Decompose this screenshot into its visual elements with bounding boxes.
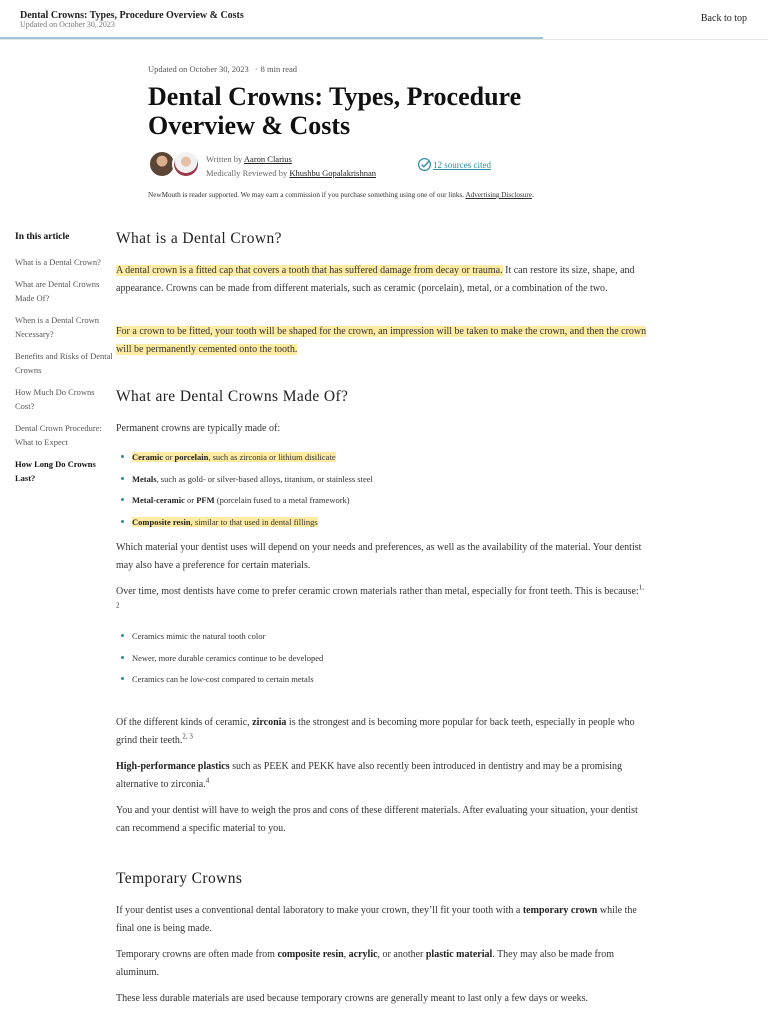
list-text: (porcelain fused to a metal framework) [214,495,350,505]
paragraph [116,714,648,749]
paragraph-text: . They may also be made from aluminum. [116,949,614,978]
list-text: , such as zirconia or lithium disilicate [208,452,336,462]
bold-text: plastic material [425,949,493,960]
paragraph-text: Temporary crowns are often made from [116,949,278,960]
sticky-updated-date: Updated on October 30, 2023 [20,20,115,29]
highlighted-text: A dental crown is a fitted cap that covers a tooth that has suffered damage from decay or trauma. [116,265,503,276]
list-text: , such as gold- or silver-based alloys, titanium, or stainless steel [156,473,373,484]
highlighted-text [132,452,336,462]
paragraph-text: , [343,949,349,960]
list-item: Ceramics mimic the natural tooth color [116,629,648,651]
check-badge-icon [417,157,432,172]
citation-superscript[interactable]: 2, 3 [182,732,193,741]
sticky-header [0,0,768,40]
paragraph: You and your dentist will have to weigh the pros and cons of these different materials. After evaluating your situation, your dentist can recommend a specific material to you. [116,805,638,834]
reviewer-link[interactable]: Khushbu Gopalakrishnan [289,168,376,178]
bold-text: Composite resin [132,516,191,527]
toc-item-what-is-crown[interactable]: What is a Dental Crown? [15,257,101,267]
reviewed-by-label: Medically Reviewed by [206,168,288,178]
list-item: Ceramics can be low-cost compared to certain metals [116,672,648,694]
paragraph [116,946,648,981]
list-item [116,472,648,494]
paragraph [116,758,648,793]
materials-list [116,450,648,536]
section-heading-what-is-crown: What is a Dental Crown? [116,230,282,247]
bold-text: zirconia [252,717,287,728]
paragraph-text: such as PEEK and PEKK have also recently been introduced in dentistry and may be a promising alternative to zirconia. [116,761,622,790]
written-by-line [206,152,376,166]
list-text: , similar to that used in dental fillings [190,516,318,527]
paragraph-text: Over time, most dentists have come to prefer ceramic crown materials rather than metal, especially for front teeth. This is because: [116,586,639,597]
bold-text: acrylic [348,949,378,960]
reviewed-by-line [206,166,376,180]
paragraph: Permanent crowns are typically made of: [116,423,281,434]
toc-item-cost[interactable]: How Much Do Crowns Cost? [15,387,95,411]
list-text: or [163,452,175,462]
section-heading-temporary-crowns: Temporary Crowns [116,870,243,887]
author-info [206,152,376,180]
paragraph [116,262,648,297]
list-text: or [184,495,197,505]
list-item [116,515,648,537]
bold-text: Ceramic [132,452,164,462]
author-avatars [148,150,200,180]
table-of-contents [15,232,115,493]
paragraph-text: If your dentist uses a conventional dental laboratory to make your crown, they’ll fit your tooth with a [116,905,523,916]
citation-superscript[interactable]: 1, 2 [116,583,644,610]
list-item [116,493,648,515]
paragraph-text: , or another [377,949,426,960]
sources-cited-link[interactable] [417,157,491,172]
author-link[interactable]: Aaron Clarius [243,154,292,164]
paragraph-text: while the final one is being made. [116,905,637,934]
ceramic-benefits-list [116,629,648,694]
toc-heading: In this article [15,232,70,242]
bold-text: porcelain [174,452,209,462]
toc-item-procedure[interactable]: Dental Crown Procedure: What to Expect [15,423,102,447]
disclosure-end: . [531,191,534,199]
bold-text: temporary crown [522,905,598,916]
bold-text: High-performance plastics [116,761,230,772]
bold-text: Metals [132,473,157,484]
sources-cited-text: 12 sources cited [433,159,491,170]
paragraph: These less durable materials are used because temporary crowns are generally meant to last only a few days or weeks. [116,993,589,1004]
back-to-top-link[interactable]: Back to top [700,13,747,24]
toc-item-benefits-risks[interactable]: Benefits and Risks of Dental Crowns [15,351,113,375]
highlighted-text [132,517,318,527]
paragraph [116,902,648,937]
reading-progress-bar [0,37,543,39]
disclosure-text: NewMouth is reader supported. We may earn a commission if you purchase something using one of our links. [148,191,465,199]
list-item [116,450,648,472]
article-meta [148,64,297,74]
highlighted-text: For a crown to be fitted, your tooth will be shaped for the crown, an impression will be taken to make the crown, and then the crown will be permanently cemented onto the tooth. [116,326,647,355]
read-time: 8 min read [260,64,297,74]
bold-text: PFM [196,495,215,505]
paragraph-text: Of the different kinds of ceramic, [116,717,253,728]
toc-item-made-of[interactable]: What are Dental Crowns Made Of? [15,279,100,303]
paragraph [116,323,648,358]
paragraph: Which material your dentist uses will depend on your needs and preferences, as well as the availability of the material. Your dentist may also have a preference for certain materials. [116,542,642,571]
bold-text: composite resin [277,949,344,960]
paragraph [116,583,648,618]
paragraph-text: is the strongest and is becoming more popular for back teeth, especially in people who grind their teeth. [116,717,635,746]
written-by-label: Written by [206,154,243,164]
paragraph-text: It can restore its size, shape, and appearance. Crowns can be made from different materials, such as ceramic (porcelain), metal, or a combination of the two. [116,265,635,294]
toc-item-how-long[interactable]: How Long Do Crowns Last? [15,459,96,483]
affiliate-disclosure [148,191,534,199]
page-title: Dental Crowns: Types, Procedure Overview & Costs [148,82,522,140]
list-item: Newer, more durable ceramics continue to be developed [116,651,648,673]
meta-separator: · [254,64,258,74]
toc-item-when-necessary[interactable]: When is a Dental Crown Necessary? [15,315,100,339]
article-updated-date: Updated on October 30, 2023 [148,64,249,74]
sticky-title: Dental Crowns: Types, Procedure Overview & Costs [20,10,244,21]
advertising-disclosure-link[interactable]: Advertising Disclosure [465,191,532,199]
reviewer-avatar[interactable] [172,150,200,178]
section-heading-made-of: What are Dental Crowns Made Of? [116,388,349,405]
citation-superscript[interactable]: 4 [205,776,210,785]
bold-text: Metal-ceramic [132,495,185,505]
